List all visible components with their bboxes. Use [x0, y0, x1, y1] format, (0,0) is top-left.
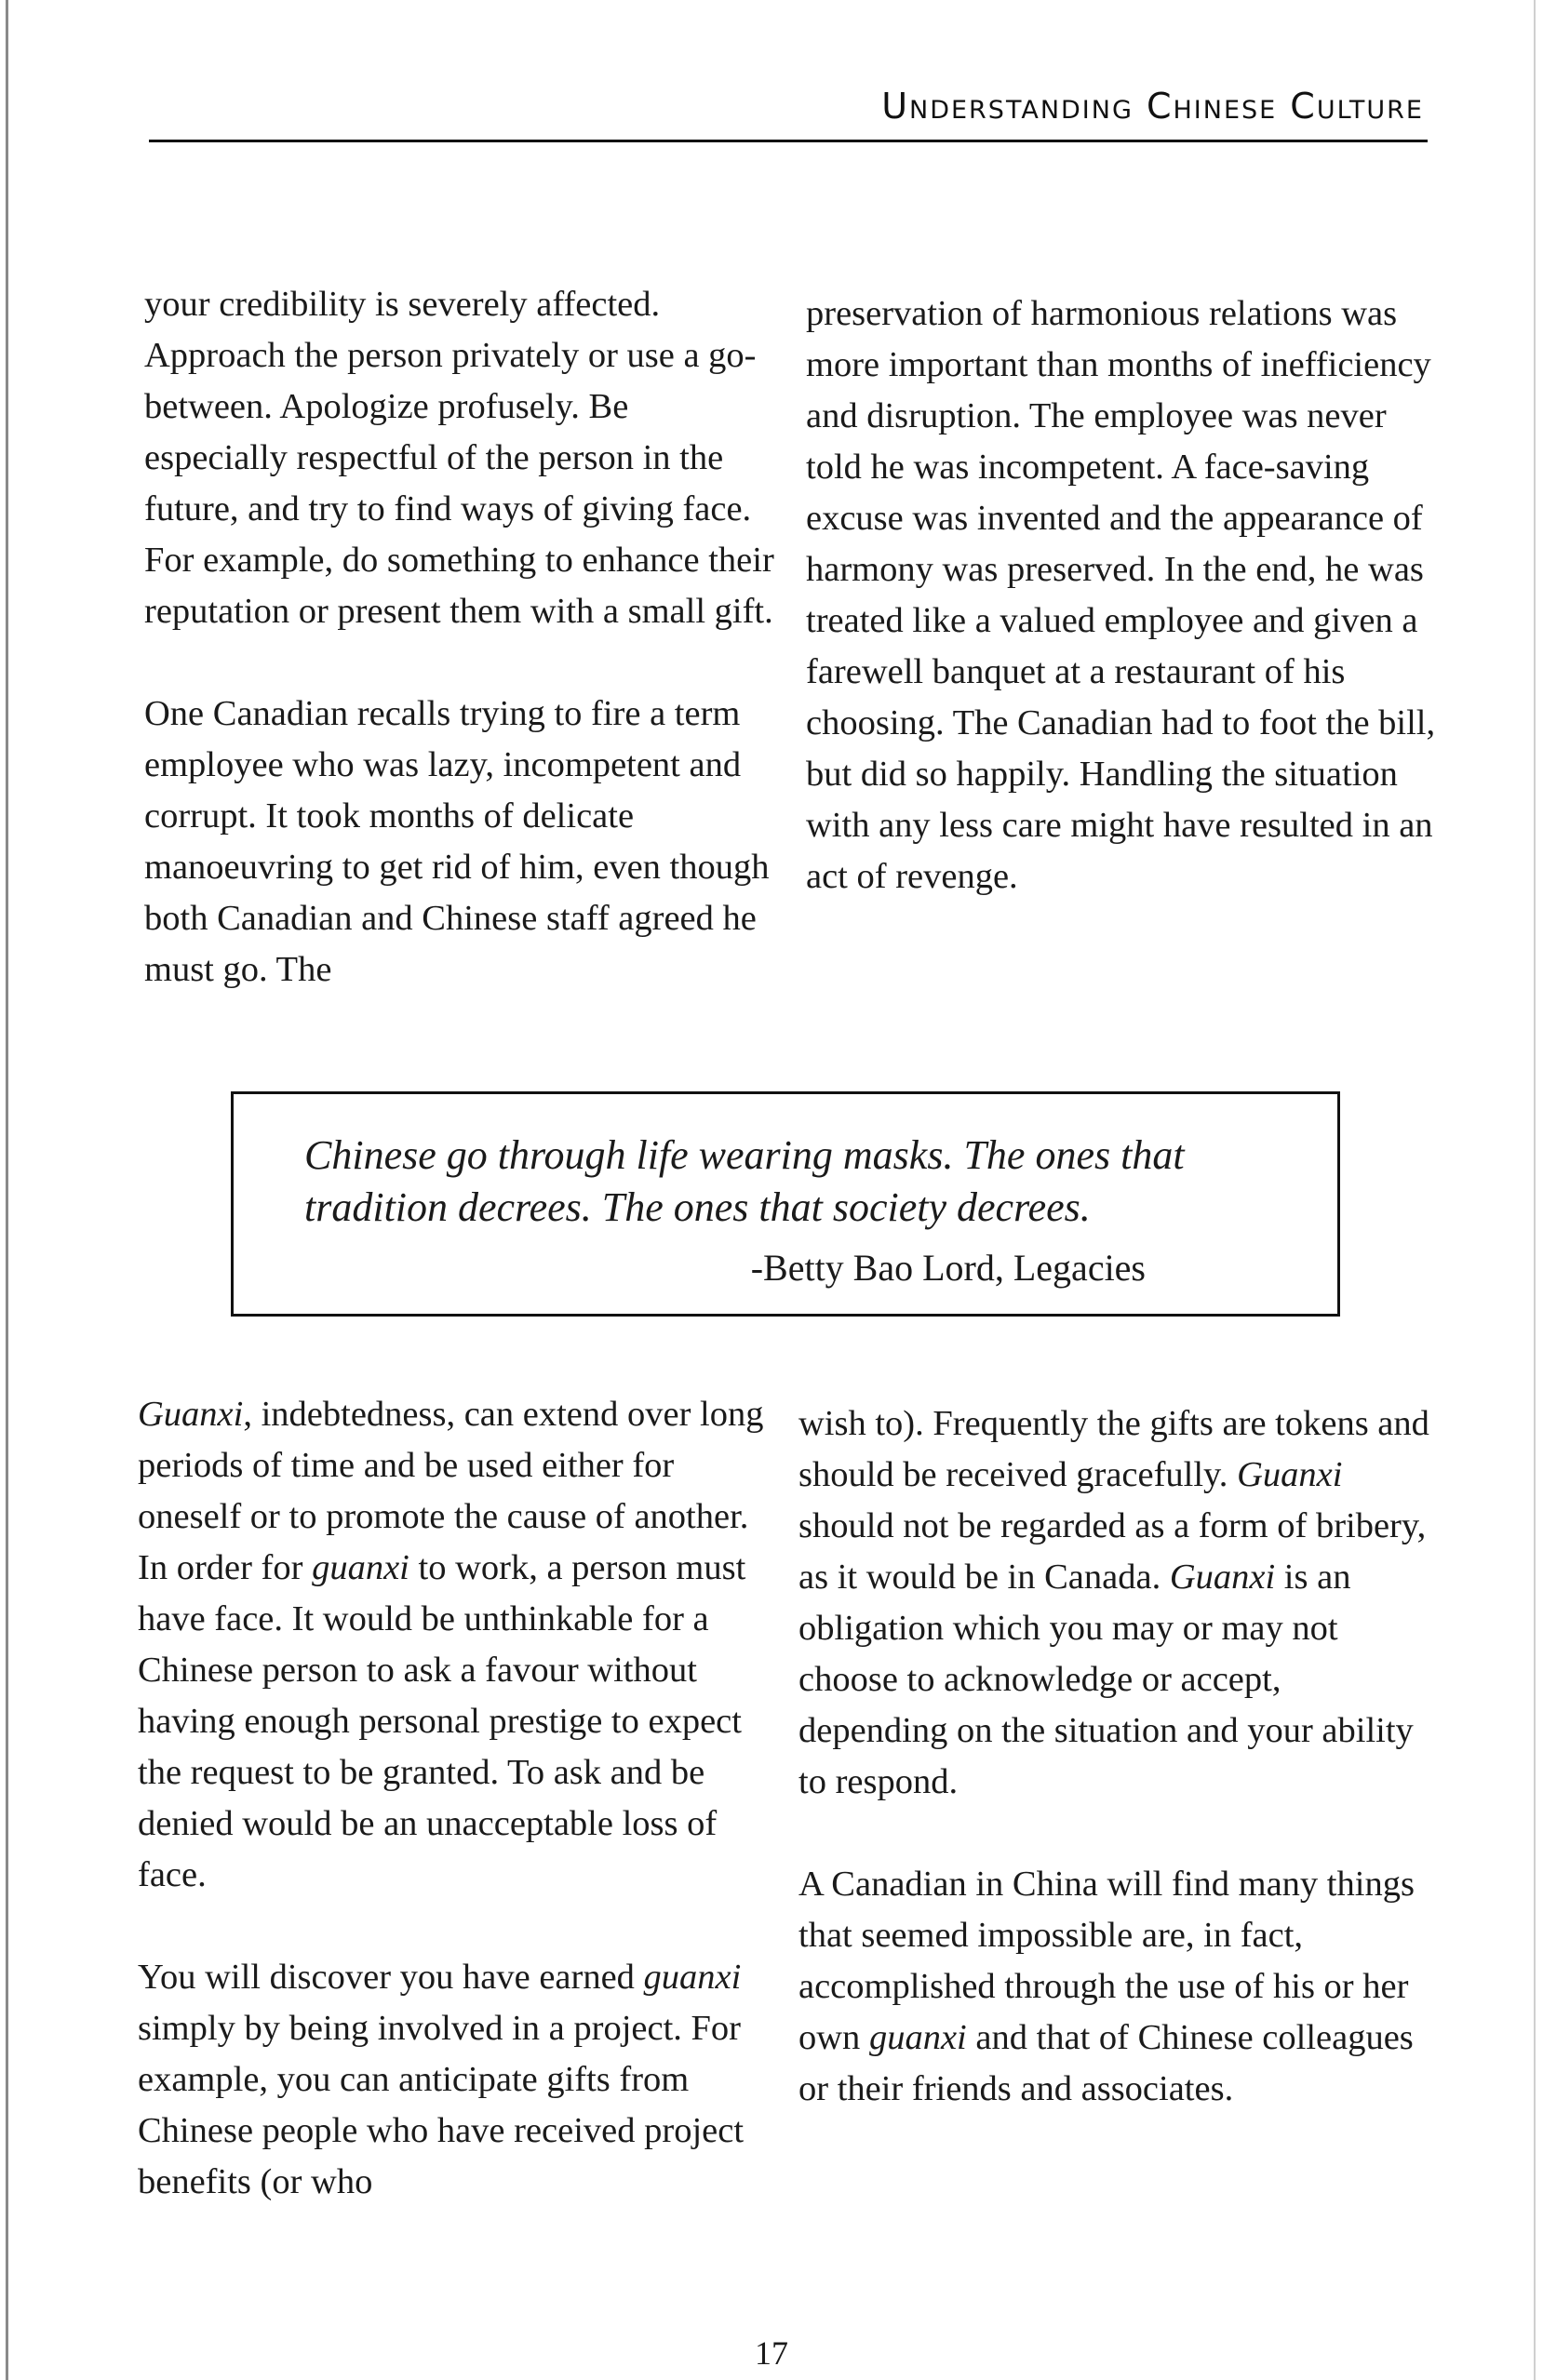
running-header: Understanding Chinese Culture: [881, 86, 1424, 127]
paragraph: your credibility is severely affected. Approach the person privately or use a go-between. Apologize profusely. Be especially respectful of the person in the future, and try to find ways of giving face. For example, do something to enhance their reputation or present them with a small gift.: [144, 285, 774, 631]
lower-right-column: [798, 1398, 1431, 2115]
paragraph: preservation of harmonious relations was more important than months of inefficiency and disruption. The employee was never told he was incompetent. A face-saving excuse was invented and the appearance of harmony was preserved. In the end, he was treated like a valued employee and given a farewell banquet at a restaurant of his choosing. The Canadian had to foot the bill, but did so happily. Handling the situation with any less care might have resulted in an act of revenge.: [806, 294, 1436, 896]
paragraph: [798, 1859, 1431, 2115]
text-run: A Canadian in China will find many things that seemed impossible are, in fact, accomplished through the use of his or her own: [798, 1865, 1415, 2057]
text-run: should not be regarded as a form of bribery, as it would be in Canada.: [798, 1506, 1427, 1597]
text-run: is an obligation which you may or may not choose to acknowledge or accept, depending on the situation and your ability to respond.: [798, 1558, 1414, 1801]
italic-term: Guanxi: [138, 1395, 244, 1434]
header-rule: [149, 140, 1428, 142]
upper-left-column: [144, 279, 777, 996]
text-run: You will discover you have earned: [138, 1958, 644, 1997]
italic-term: guanxi: [643, 1958, 742, 1997]
page-edge-shadow-right: [1534, 0, 1536, 2380]
paragraph: [798, 1398, 1431, 1808]
italic-term: guanxi: [868, 2018, 967, 2057]
page-number: 17: [755, 2334, 788, 2372]
italic-term: guanxi: [312, 1548, 409, 1587]
text-run: wish to). Frequently the gifts are tokens and should be received gracefully.: [798, 1404, 1429, 1494]
lower-left-column: [138, 1389, 771, 2208]
pull-quote-attribution: -Betty Bao Lord, Legacies: [750, 1247, 1146, 1289]
paragraph: One Canadian recalls trying to fire a term employee who was lazy, incompetent and corrupt. It took months of delicate manoeuvring to get rid of him, even though both Canadian and Chinese staff agreed he must go. The: [144, 694, 770, 989]
paragraph: [138, 1389, 771, 1901]
paragraph: [138, 1952, 771, 2208]
text-run: simply by being involved in a project. For example, you can anticipate gifts from Chinese people who have received project benefits (or who: [138, 2009, 745, 2201]
italic-term: Guanxi: [1169, 1558, 1276, 1597]
upper-right-column: [806, 288, 1439, 903]
text-run: , indebtedness, can extend over long periods of time and be used either for oneself or to promote the cause of another. In order for: [138, 1395, 764, 1587]
page-edge-shadow-left: [6, 0, 8, 2380]
pull-quote-box: [231, 1091, 1340, 1317]
text-run: to work, a person must have face. It would be unthinkable for a Chinese person to ask a favour without having enough personal prestige to expect the request to be granted. To ask and be denied would be an unacceptable loss of face.: [138, 1548, 746, 1894]
italic-term: Guanxi: [1237, 1455, 1343, 1494]
pull-quote-text: Chinese go through life wearing masks. The ones that tradition decrees. The ones that society decrees.: [304, 1132, 1185, 1230]
text-run: and that of Chinese colleagues or their friends and associates.: [798, 2018, 1414, 2108]
